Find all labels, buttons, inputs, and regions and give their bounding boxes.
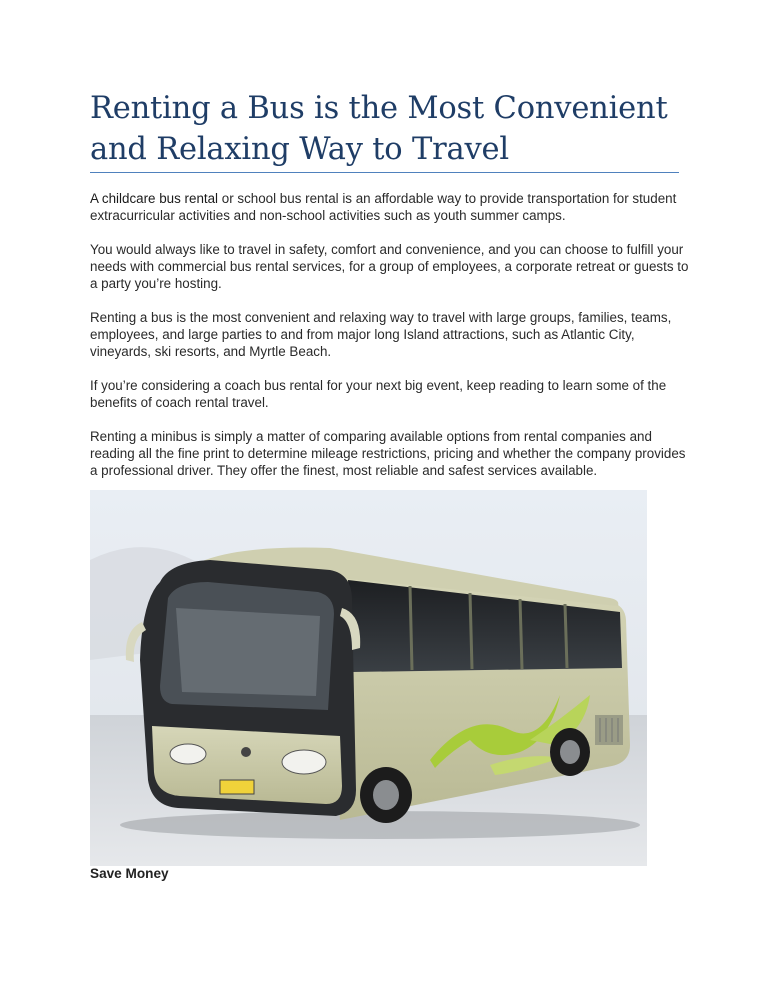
paragraph-1 — [90, 190, 690, 224]
paragraph-3: Renting a bus is the most convenient and relaxing way to travel with large groups, families, teams, employees, and large parties to and from major long Island attractions, such as Atlantic City, vineyards, ski resorts, and Myrtle Beach. — [90, 310, 672, 359]
childcare-bus-rental-link[interactable]: A childcare bus rental — [90, 191, 219, 206]
paragraph-5: Renting a minibus is simply a matter of comparing available options from rental companies and reading all the fine print to determine mileage restrictions, pricing and whether the company provides a professional driver. They offer the finest, most reliable and safest services available. — [90, 429, 686, 478]
section-heading-save-money: Save Money — [90, 866, 169, 881]
article-body — [90, 190, 690, 496]
paragraph-1-text: or school bus rental is an affordable way to provide transportation for student extracurricular activities and non-school activities such as youth summer camps. — [90, 191, 677, 223]
paragraph-2: You would always like to travel in safety, comfort and convenience, and you can choose to fulfill your needs with commercial bus rental services, for a group of employees, a corporate retreat or guests to a party you’re hosting. — [90, 242, 689, 291]
coach-bus-photo — [90, 490, 647, 866]
title-underline — [90, 172, 679, 173]
page-title: Renting a Bus is the Most Convenient and Relaxing Way to Travel — [90, 91, 668, 167]
paragraph-4: If you’re considering a coach bus rental for your next big event, keep reading to learn some of the benefits of coach rental travel. — [90, 378, 667, 410]
